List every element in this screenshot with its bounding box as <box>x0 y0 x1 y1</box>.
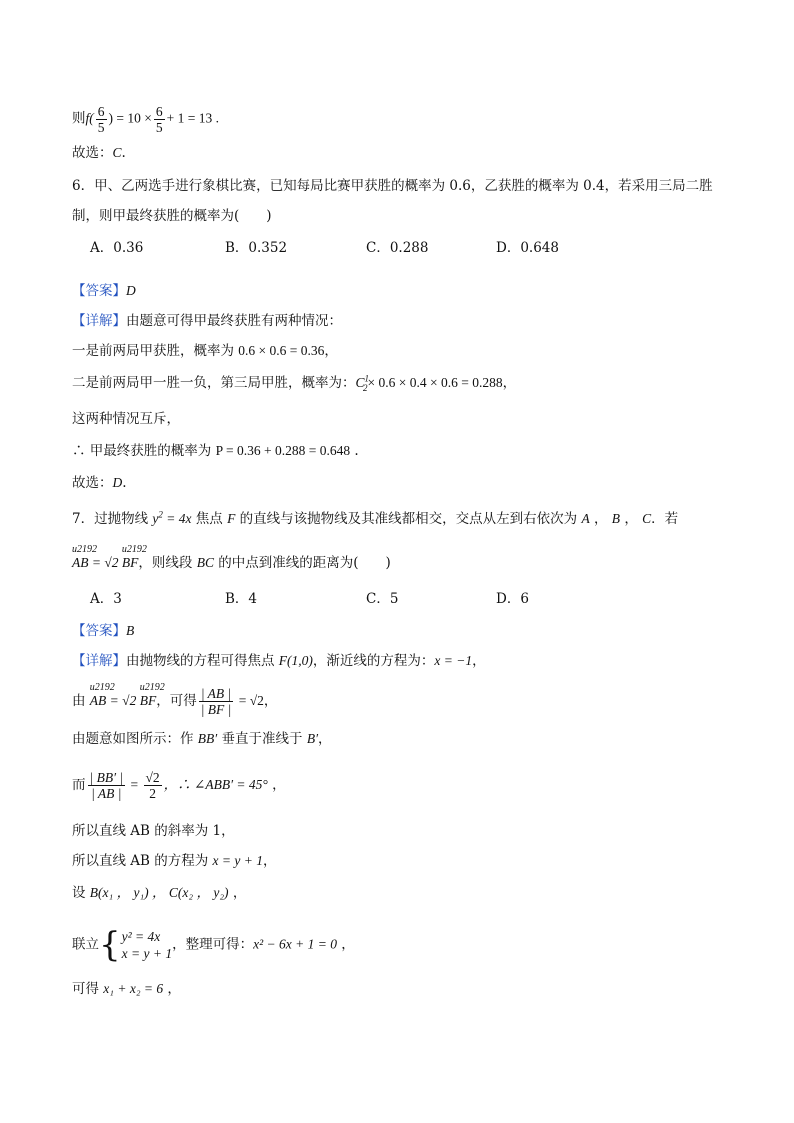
q7-detail-5: 所以直线 AB 的斜率为 1， <box>72 823 235 839</box>
fraction: $\frac{6}{5}$ <box>97 104 105 135</box>
vector-equation: u2192 AB = √2 u2192 BF <box>72 555 138 570</box>
q6-detail-4: 这两种情况互斥， <box>72 411 180 427</box>
func-f: f( <box>85 110 94 126</box>
q7-detail-9: 可得 x₁ + x₂ = 6 ， <box>72 981 181 997</box>
q7-option-a: A．3 <box>90 591 122 607</box>
q7-detail-7: 设 B(x₁ ， y₁) ， C(x₂ ， y₂) ， <box>72 885 247 901</box>
q7-option-d: D．6 <box>496 591 529 607</box>
q7-detail-8: 联立{ y² = 4x x = y + 1 ，整理可得：x² − 6x + 1 = 0 ， <box>72 925 355 965</box>
q6-answer: 【答案】D <box>72 283 136 299</box>
q6-stem-line2: 制，则甲最终获胜的概率为( ) <box>72 208 272 224</box>
sqrt2-over-2: $\frac{√2}{2}$ <box>145 770 160 801</box>
fraction: $\frac{6}{5}$ <box>155 104 163 135</box>
q6-choose: 故选：D. <box>72 475 127 491</box>
q7-answer: 【答案】B <box>72 623 135 639</box>
q6-option-d: D．0.648 <box>496 240 559 256</box>
q6-detail-1: 【详解】由题意可得甲最终获胜有两种情况： <box>72 313 342 329</box>
q6-option-c: C．0.288 <box>366 240 429 256</box>
q6-option-a: A．0.36 <box>90 240 144 256</box>
ratio-fraction: $\frac{| AB |}{| BF |}$ <box>200 686 232 717</box>
left-brace: { <box>99 925 121 965</box>
q7-detail-1: 【详解】由抛物线的方程可得焦点 F(1,0)，渐近线的方程为：x = −1， <box>72 653 486 669</box>
q6-detail-5: ∴ 甲最终获胜的概率为 P = 0.36 + 0.288 = 0.648 . <box>72 443 359 459</box>
vector-equation: u2192 AB = √2 u2192 BF <box>90 693 156 708</box>
q6-option-b: B．0.352 <box>225 240 288 256</box>
equation-system: y² = 4x x = y + 1 <box>121 929 173 961</box>
q7-stem-line2: u2192 AB = √2 u2192 BF，则线段 BC 的中点到准线的距离为( ) <box>72 552 391 574</box>
q6-detail-2: 一是前两局甲获胜，概率为 0.6 × 0.6 = 0.36， <box>72 343 338 359</box>
combination-symbol: $C^1_2$ <box>355 373 370 393</box>
q6-stem-line1: 6．甲、乙两选手进行象棋比赛，已知每局比赛甲获胜的概率为 0.6，乙获胜的概率为 0.4，若采用三局二胜 <box>72 178 713 194</box>
q7-detail-4: 而 $\frac{| BB' |}{| AB |}$ = $\frac{√2}{2}$ ，∴ ∠ABB′ = 45° ， <box>72 770 286 801</box>
ratio-fraction: $\frac{| BB' |}{| AB |}$ <box>89 770 124 801</box>
q7-detail-6: 所以直线 AB 的方程为 x = y + 1， <box>72 853 277 869</box>
q7-detail-3: 由题意如图所示：作 BB′ 垂直于准线于 B′， <box>72 731 332 747</box>
q7-detail-2: 由 u2192 AB = √2 u2192 BF，可得 $\frac{| AB |}{| BF |}$ = √2， <box>72 686 277 717</box>
result-line: 则f( $\frac{6}{5}$ ) = 10 × $\frac{6}{5}$ + 1 = 13 . <box>72 104 219 135</box>
q7-stem-line1: 7．过抛物线 $y^2 = 4x$ 焦点 F 的直线与该抛物线及其准线都相交，交点从左到右依次为 A ， B ， C．若 <box>72 509 679 527</box>
q6-detail-3: 二是前两局甲一胜一负，第三局甲胜，概率为：$C^1_2\times 0.6 \times 0.4 \times 0.6 = 0.288$， <box>72 373 517 393</box>
q7-option-b: B．4 <box>225 591 258 607</box>
parabola-eq: $y^2 = 4x$ <box>152 509 192 526</box>
q7-option-c: C．5 <box>366 591 399 607</box>
choose-line: 故选：C. <box>72 145 126 161</box>
